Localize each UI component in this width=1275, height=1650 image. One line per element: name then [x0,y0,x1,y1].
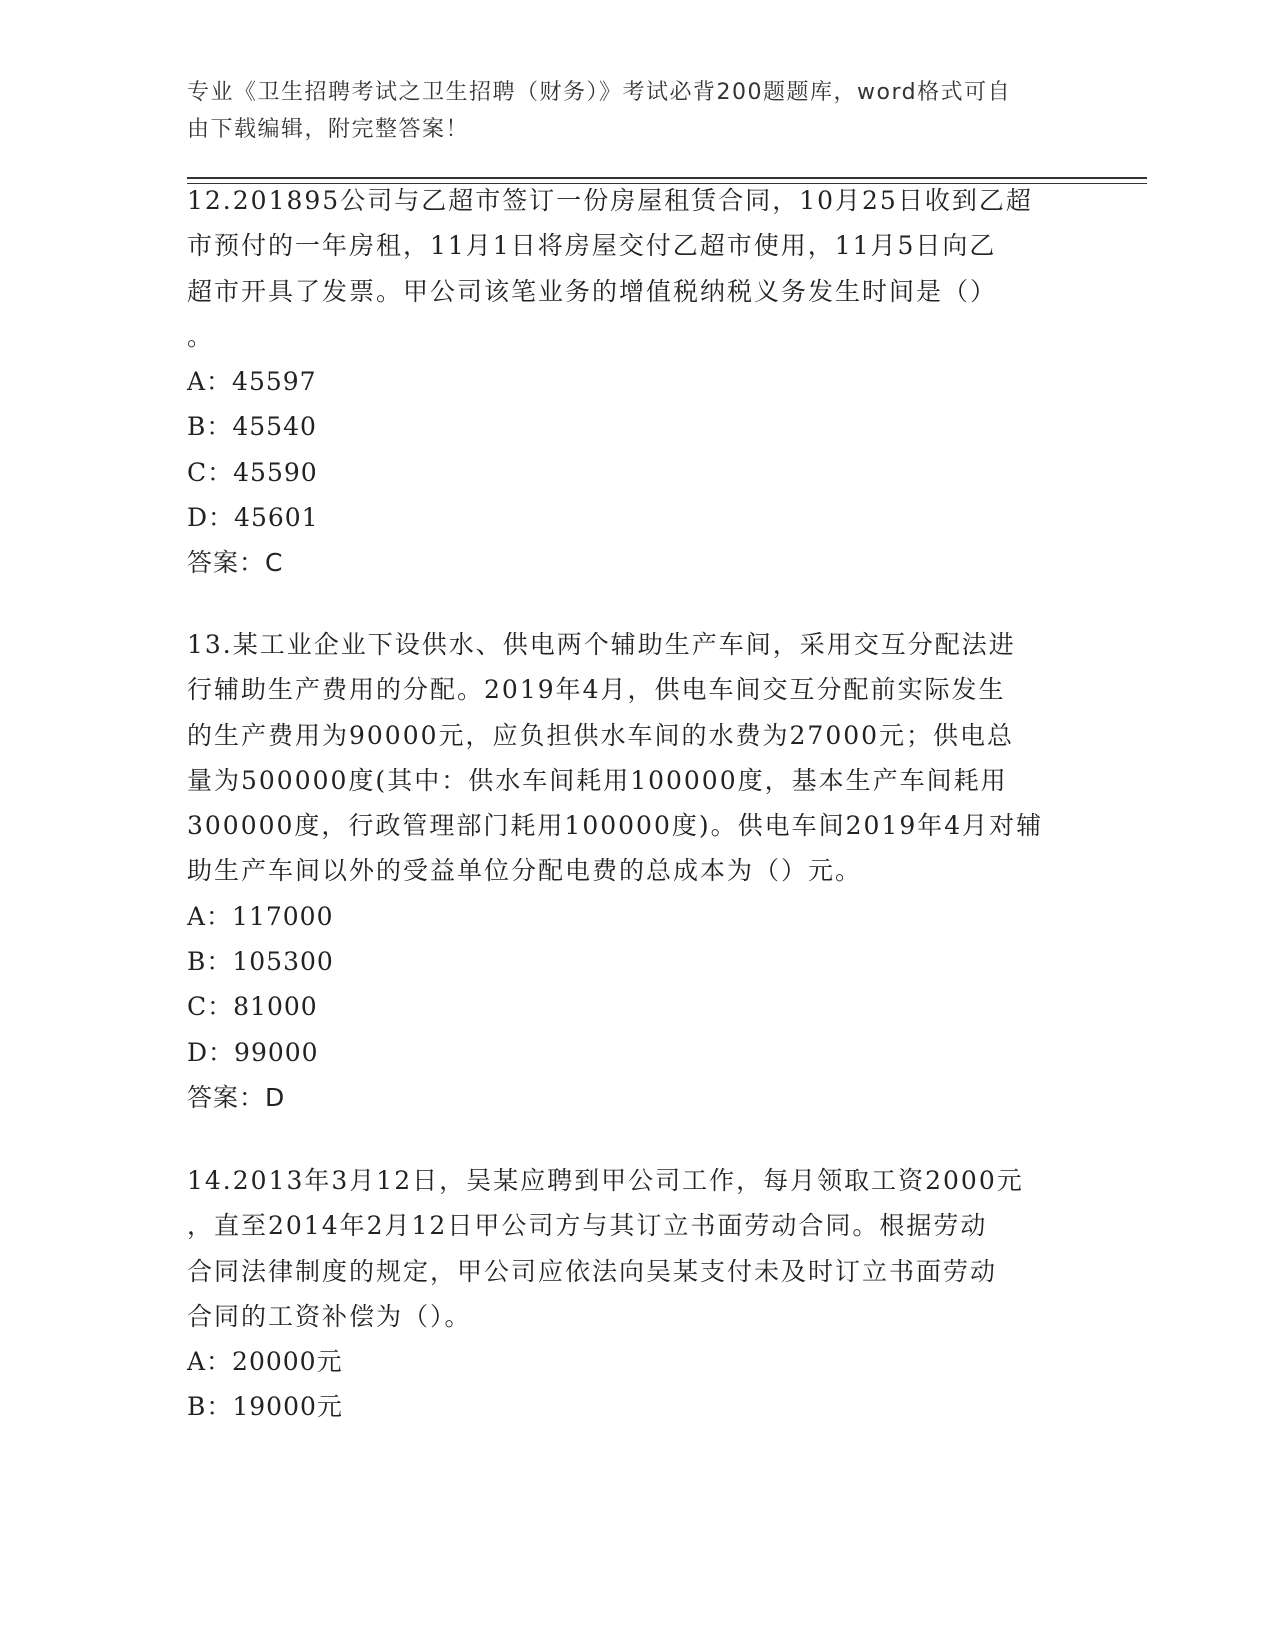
option-a: A：20000元 [187,1347,343,1377]
option-b: B：45540 [187,412,317,442]
stem-line: 量为500000度(其中：供水车间耗用100000度，基本生产车间耗用 [187,765,1008,795]
stem-line: 14.2013年3月12日，吴某应聘到甲公司工作，每月领取工资2000元 [187,1166,1024,1195]
question-13 [187,622,1087,1120]
stem-line: ，直至2014年2月12日甲公司方与其订立书面劳动合同。根据劳动 [187,1211,988,1241]
document-header [187,74,1067,148]
header-title-line-1: 专业《卫生招聘考试之卫生招聘（财务）》考试必背200题题库，word格式可自 [187,80,1012,105]
question-14 [187,1158,1087,1430]
question-stem [187,1158,1087,1339]
option-b: B：105300 [187,947,334,977]
stem-line: 助生产车间以外的受益单位分配电费的总成本为（）元。 [187,856,863,886]
stem-line: 合同的工资补偿为（）。 [187,1301,472,1331]
option-a: A：45597 [187,367,317,397]
stem-line: 300000度，行政管理部门耗用100000度)。供电车间2019年4月对辅 [187,811,1044,841]
answer: 答案：D [187,1082,286,1112]
option-c: C：81000 [187,992,318,1022]
stem-line: 合同法律制度的规定，甲公司应依法向吴某支付未及时订立书面劳动 [187,1256,998,1286]
answer: 答案：C [187,548,284,578]
option-c: C：45590 [187,457,318,487]
stem-line: 12.201895公司与乙超市签订一份房屋租赁合同，10月25日收到乙超 [187,186,1033,215]
option-d: D：45601 [187,503,319,533]
option-a: A：117000 [187,901,334,931]
stem-line: 市预付的一年房租，11月1日将房屋交付乙超市使用，11月5日向乙 [187,231,997,261]
header-title-line-2: 由下载编辑，附完整答案！ [187,117,470,142]
option-b: B：19000元 [187,1392,343,1422]
stem-line: 13.某工业企业下设供水、供电两个辅助生产车间，采用交互分配法进 [187,630,1016,659]
option-d: D：99000 [187,1037,319,1067]
question-stem [187,178,1087,359]
stem-line: 超市开具了发票。甲公司该笔业务的增值税纳税义务发生时间是（） [187,276,998,306]
stem-line: 的生产费用为90000元，应负担供水车间的水费为27000元；供电总 [187,720,1015,750]
question-12 [187,178,1087,586]
stem-line: 行辅助生产费用的分配。2019年4月，供电车间交互分配前实际发生 [187,675,1006,705]
stem-line: 。 [187,321,215,351]
question-stem [187,622,1087,894]
